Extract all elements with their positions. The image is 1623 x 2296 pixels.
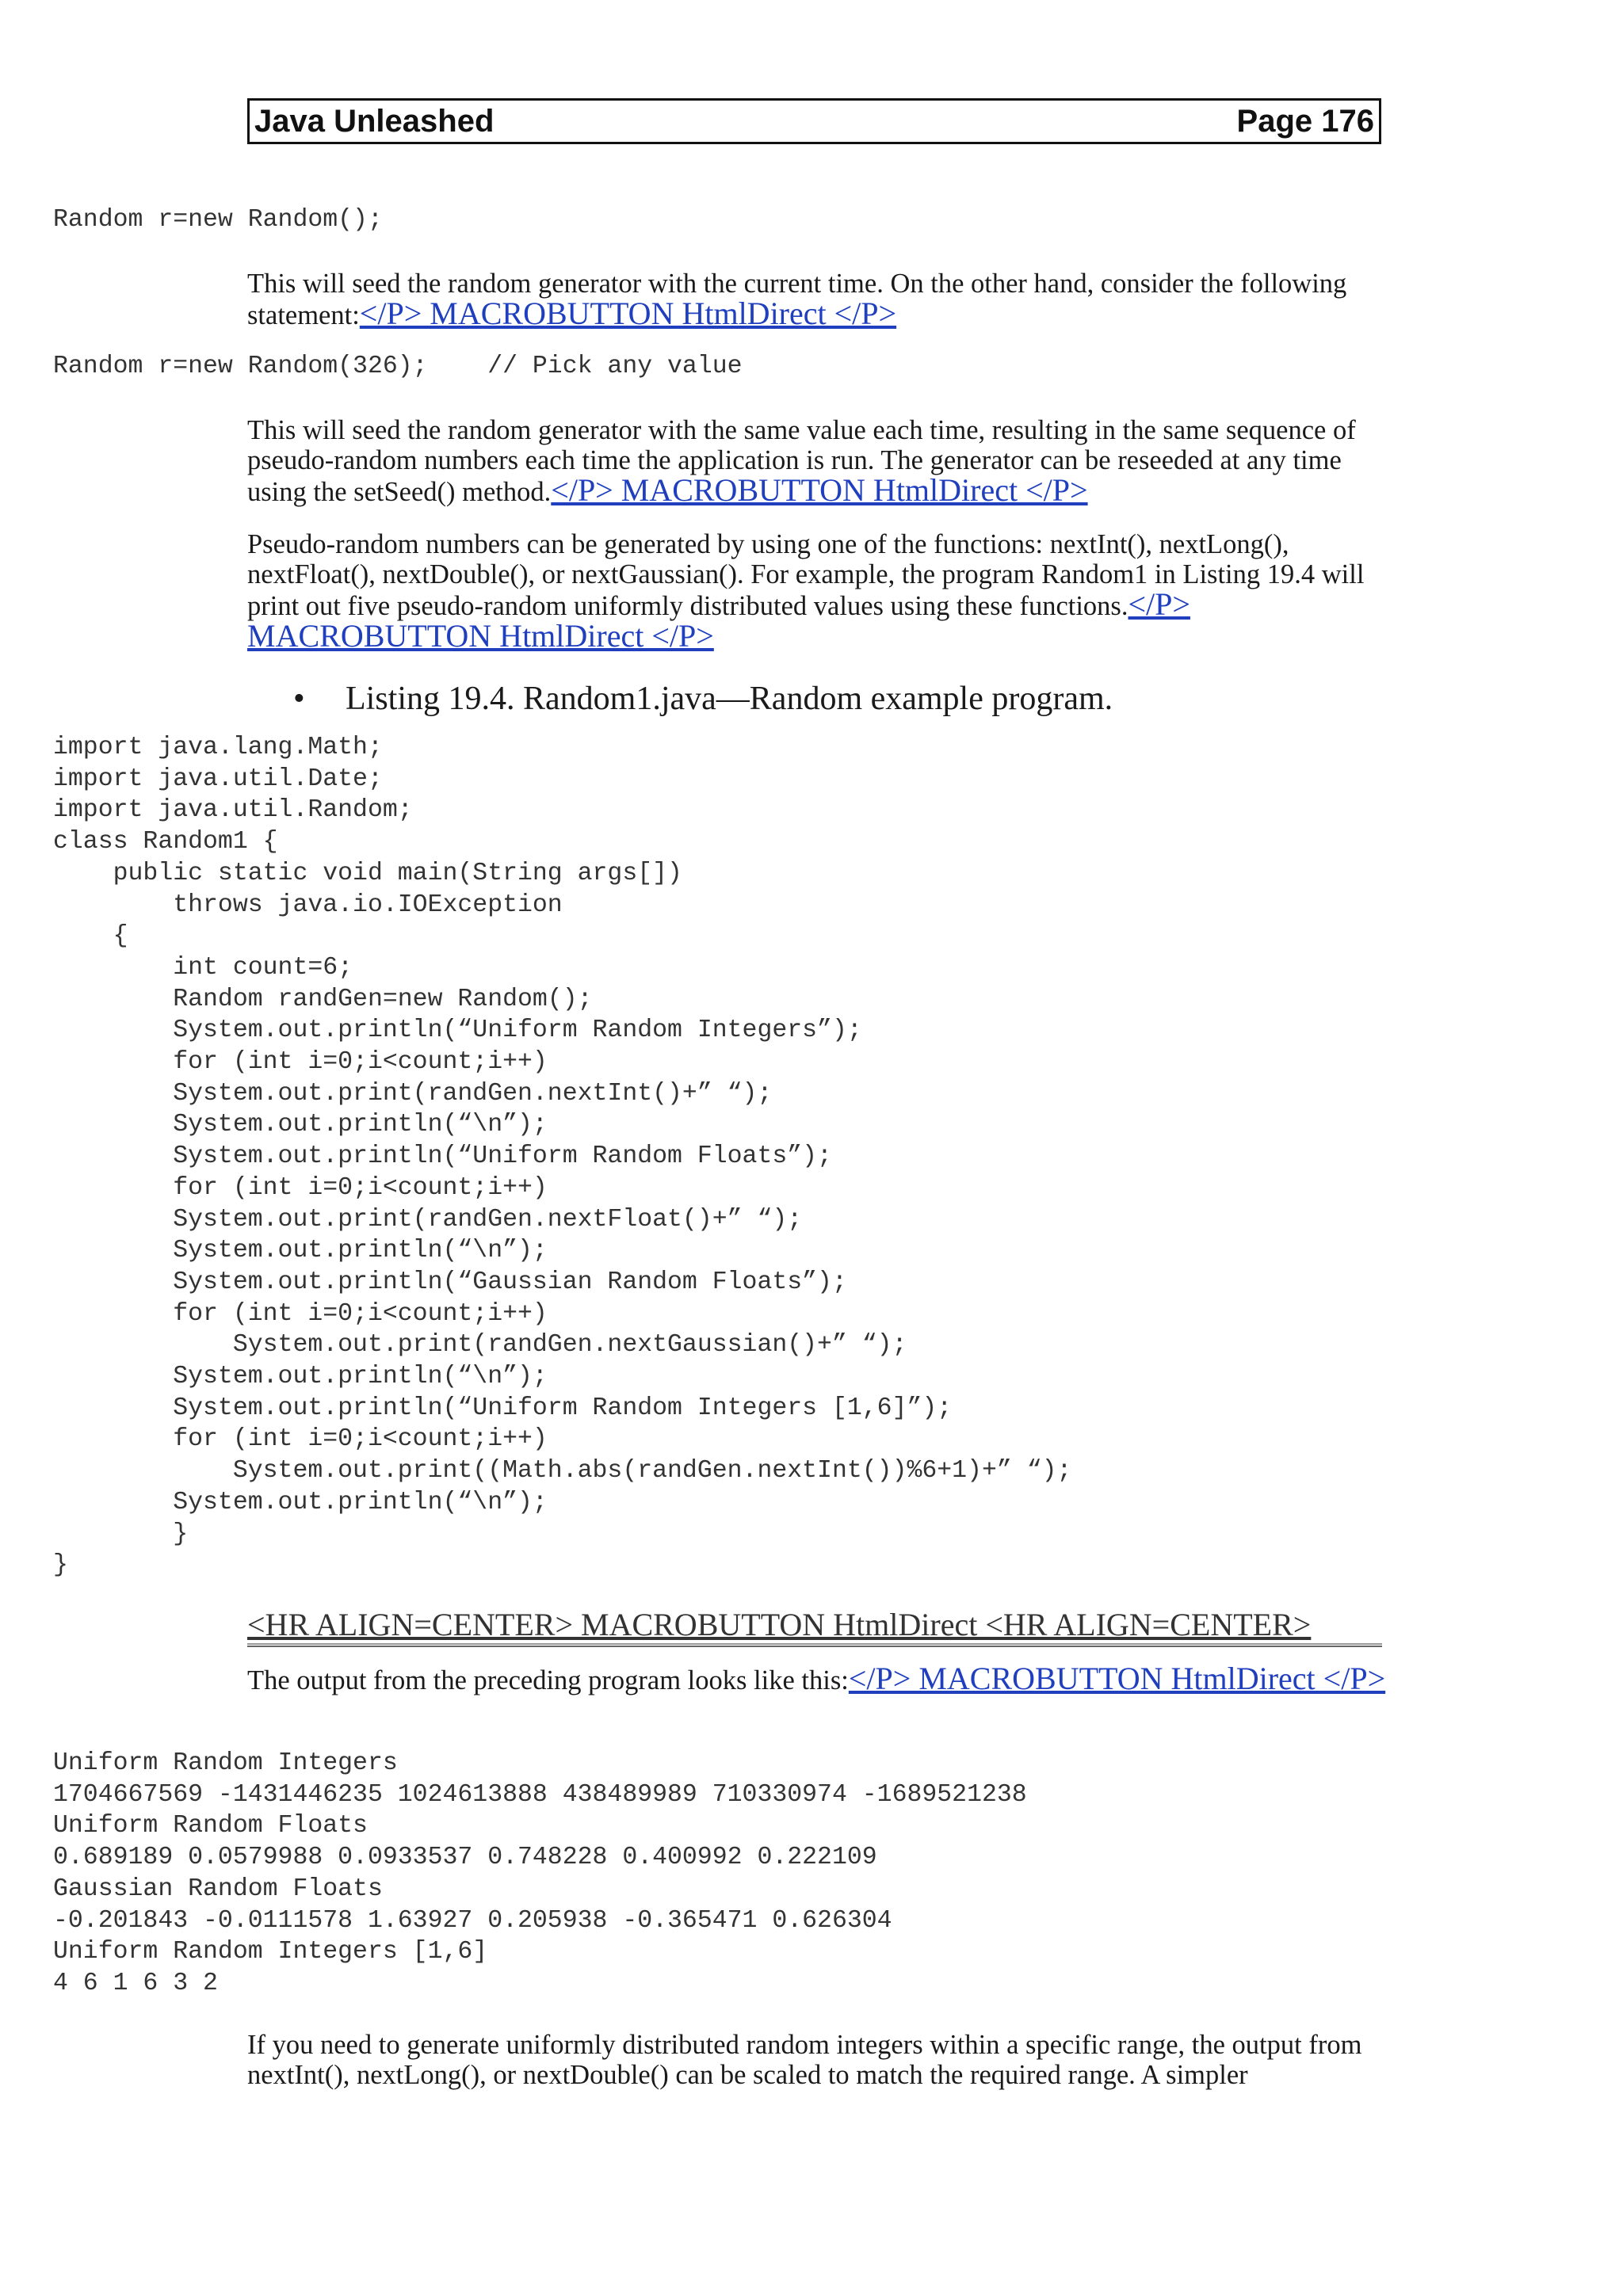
paragraph-output-intro (247, 1661, 1388, 1696)
macrobutton-link[interactable]: </P> MACROBUTTON HtmlDirect </P> (848, 1661, 1386, 1696)
macrobutton-link[interactable]: </P> MACROBUTTON HtmlDirect </P> (551, 472, 1088, 508)
code-random-seeded: Random r=new Random(326); // Pick any value (53, 353, 743, 380)
paragraph-range (247, 2030, 1373, 2090)
listing-caption (293, 680, 1113, 718)
page-number: Page 176 (1236, 103, 1374, 139)
macrobutton-link[interactable]: </P> MACROBUTTON HtmlDirect </P> (247, 586, 1190, 654)
page-header (247, 98, 1381, 144)
paragraph-text: If you need to generate uniformly distributed random integers within a specific range, the output from nextInt(), nextLong(), or nextDouble() can be scaled to match the required range. A simpler (247, 2030, 1362, 2090)
paragraph-functions (247, 529, 1388, 653)
horizontal-rule (247, 1643, 1382, 1647)
paragraph-text: This will seed the random generator with the same value each time, resulting in the same sequence of pseudo-random numbers each time the application is run. The generator can be reseeded at any time using the setSeed() method. (247, 415, 1356, 507)
code-listing-random1: import java.lang.Math; import java.util.Date; import java.util.Random; class Random1 { public static void main(String args[]) throws java.io.IOException { int count=6; Random randGen=new Random(); System.out.println(“Uniform Random Integers”); for (int i=0;i<count;i++) System.out.print(randGen.nextInt()+” “); System.out.println(“\n”); System.out.println(“Uniform Random Floats”); for (int i=0;i<count;i++) System.out.print(randGen.nextFloat()+” “); System.out.println(“\n”); System.out.println(“Gaussian Random Floats”); for (int i=0;i<count;i++) System.out.print(randGen.nextGaussian()+” “); System.out.println(“\n”); System.out.println(“Uniform Random Integers [1,6]”); for (int i=0;i<count;i++) System.out.print((Math.abs(randGen.nextInt())%6+1)+” “); System.out.println(“\n”); } } (53, 734, 1072, 1580)
hr-macrobutton-field[interactable]: <HR ALIGN=CENTER> MACROBUTTON HtmlDirect <HR ALIGN=CENTER> (247, 1607, 1312, 1642)
listing-caption-text: Listing 19.4. Random1.java—Random example program. (346, 681, 1113, 717)
paragraph-text: The output from the preceding program looks like this: (247, 1665, 849, 1695)
code-random-default: Random r=new Random(); (53, 206, 383, 234)
book-title: Java Unleashed (254, 103, 495, 139)
bullet-icon: • (293, 681, 305, 717)
code-program-output: Uniform Random Integers 1704667569 -1431446235 1024613888 438489989 710330974 -1689521238 Uniform Random Floats 0.689189 0.0579988 0.0933537 0.748228 0.400992 0.222109 Gaussian Random Floats -0.201843 -0.0111578 1.63927 0.205938 -0.365471 0.626304 Uniform Random Integers [1,6] 4 6 1 6 3 2 (53, 1749, 1027, 1997)
macrobutton-link[interactable]: </P> MACROBUTTON HtmlDirect </P> (359, 296, 897, 331)
paragraph-seed-time (247, 269, 1388, 330)
paragraph-text: Pseudo-random numbers can be generated by using one of the functions: nextInt(), nextLong(), nextFloat(), nextDouble(), or nextGaussian(). For example, the program Random1 in Listing 19.4 will print out five pseudo-random uniformly distributed values using these functions. (247, 529, 1365, 621)
paragraph-seed-same (247, 415, 1388, 507)
paragraph-text: This will seed the random generator with the current time. On the other hand, consider the following statement: (247, 269, 1347, 330)
